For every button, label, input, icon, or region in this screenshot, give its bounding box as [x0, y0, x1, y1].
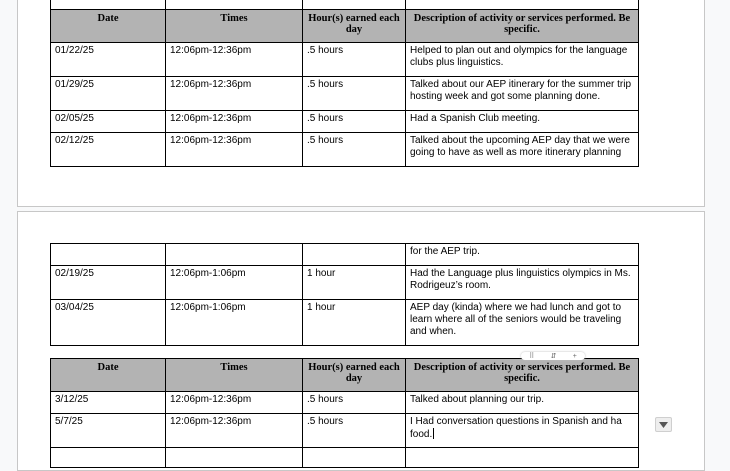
cell-times[interactable]: 12:06pm-12:36pm	[166, 43, 303, 77]
cell-hours[interactable]: .5 hours	[303, 111, 406, 133]
table-row	[51, 111, 639, 133]
cell-description[interactable]: AEP day (kinda) where we had lunch and got to learn where all of the seniors would be traveling and when.	[406, 300, 639, 346]
cell-hours[interactable]: 1 hour	[303, 300, 406, 346]
cell-hours[interactable]: .5 hours	[303, 392, 406, 414]
cell-date[interactable]: 01/29/25	[51, 77, 166, 111]
cell-hours[interactable]	[303, 244, 406, 266]
table-row	[51, 244, 639, 266]
cell-times[interactable]	[166, 244, 303, 266]
table-header-row	[51, 359, 639, 392]
cell-description[interactable]: Helped to plan out and olympics for the language clubs plus linguistics.	[406, 43, 639, 77]
drag-handle-icon[interactable]: ⠿	[529, 353, 535, 360]
cell-times[interactable]: 12:06pm-1:06pm	[166, 266, 303, 300]
cell-date[interactable]	[51, 244, 166, 266]
cell-times[interactable]: 12:06pm-12:36pm	[166, 392, 303, 414]
cell-date[interactable]: 3/12/25	[51, 392, 166, 414]
volunteer-hours-table	[50, 0, 639, 167]
cell-text: I Had conversation questions in Spanish and ha food.	[410, 416, 622, 440]
cell-times[interactable]: 12:06pm-12:36pm	[166, 111, 303, 133]
cell-description[interactable]: Talked about our AEP itinerary for the summer trip hosting week and got some planning done.	[406, 77, 639, 111]
cell-date[interactable]: 02/19/25	[51, 266, 166, 300]
table-row	[51, 300, 639, 346]
cell-description[interactable]: Had the Language plus linguistics olympics in Ms. Rodrigeuz’s room.	[406, 266, 639, 300]
cell-date[interactable]: 02/05/25	[51, 111, 166, 133]
text-cursor	[433, 428, 434, 439]
table-row	[51, 414, 639, 448]
volunteer-hours-table-2	[50, 358, 639, 468]
cell-hours[interactable]: .5 hours	[303, 43, 406, 77]
header-description: Description of activity or services performed. Be specific.	[406, 10, 639, 43]
cell-hours[interactable]: 1 hour	[303, 266, 406, 300]
cell-date[interactable]: 5/7/25	[51, 414, 166, 448]
sort-icon[interactable]: ⇵	[550, 353, 557, 360]
cell-times[interactable]: 12:06pm-12:36pm	[166, 77, 303, 111]
header-description: Description of activity or services performed. Be specific.	[406, 359, 639, 392]
add-row-icon[interactable]: +	[572, 352, 577, 360]
cell-description-active[interactable]	[406, 414, 639, 448]
cell-hours[interactable]: .5 hours	[303, 414, 406, 448]
document-page-1	[17, 0, 705, 207]
cell-hours[interactable]: .5 hours	[303, 77, 406, 111]
volunteer-hours-table-continued	[50, 243, 639, 346]
cell-date[interactable]: 03/04/25	[51, 300, 166, 346]
table-header-row	[51, 10, 639, 43]
cell-date[interactable]: 01/22/25	[51, 43, 166, 77]
table-row-top-cut	[51, 0, 639, 10]
cell-times[interactable]: 12:06pm-12:36pm	[166, 133, 303, 167]
table-row	[51, 77, 639, 111]
cell-description[interactable]: Talked about planning our trip.	[406, 392, 639, 414]
cell-times[interactable]: 12:06pm-12:36pm	[166, 414, 303, 448]
table-row-cut	[51, 448, 639, 468]
cell-hours[interactable]: .5 hours	[303, 133, 406, 167]
cell-description[interactable]: Talked about the upcoming AEP day that we were going to have as well as more itinerary planning	[406, 133, 639, 167]
header-times: Times	[166, 359, 303, 392]
table-row	[51, 266, 639, 300]
table-row	[51, 133, 639, 167]
table-row	[51, 43, 639, 77]
table-row	[51, 392, 639, 414]
cell-description[interactable]: Had a Spanish Club meeting.	[406, 111, 639, 133]
header-times: Times	[166, 10, 303, 43]
cell-dropdown-button[interactable]	[655, 417, 672, 432]
header-hours: Hour(s) earned each day	[303, 10, 406, 43]
table-row-toolbar[interactable]	[521, 352, 585, 360]
header-date: Date	[51, 359, 166, 392]
document-page-2	[17, 211, 705, 471]
cell-date[interactable]: 02/12/25	[51, 133, 166, 167]
header-date: Date	[51, 10, 166, 43]
cell-description[interactable]: for the AEP trip.	[406, 244, 639, 266]
header-hours: Hour(s) earned each day	[303, 359, 406, 392]
cell-times[interactable]: 12:06pm-1:06pm	[166, 300, 303, 346]
chevron-down-icon	[659, 422, 668, 428]
